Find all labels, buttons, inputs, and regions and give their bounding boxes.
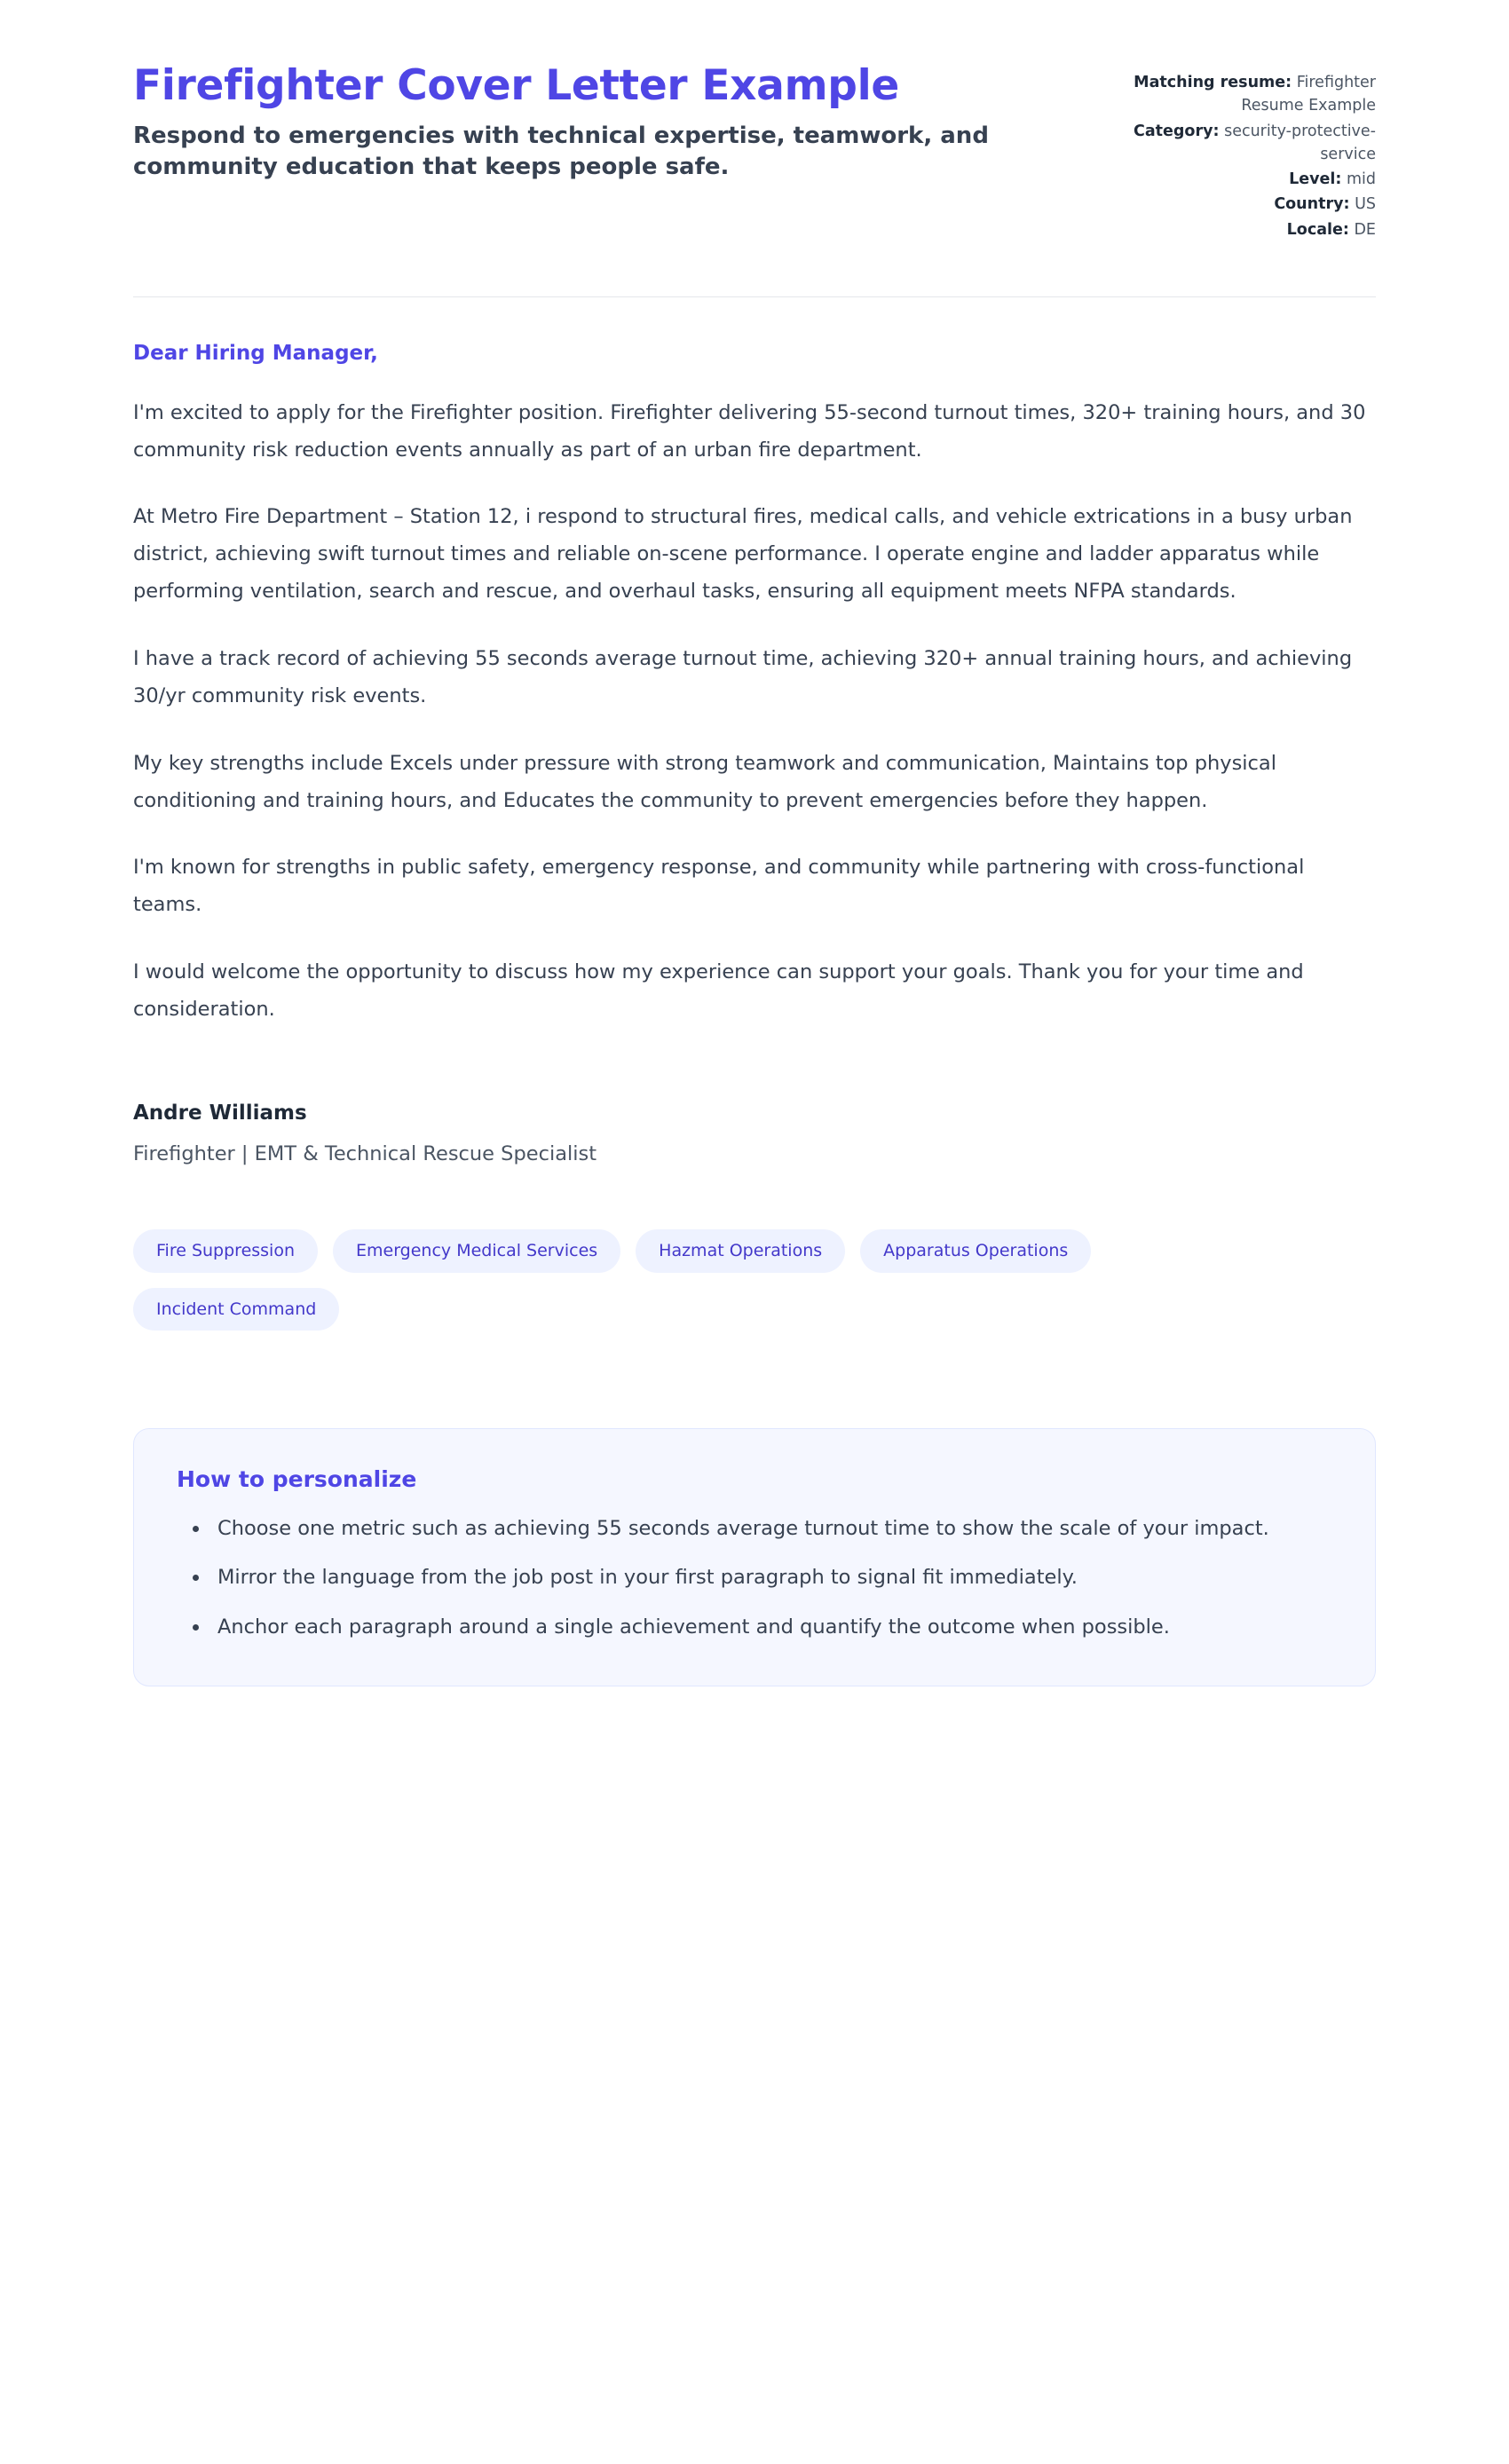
skill-tag[interactable]: Hazmat Operations: [636, 1229, 845, 1273]
skill-tag[interactable]: Incident Command: [133, 1288, 339, 1331]
cover-letter-body: [133, 297, 1376, 1165]
signature-name: Andre Williams: [133, 1101, 307, 1125]
document-header: [133, 62, 1376, 243]
document-meta: [1118, 62, 1376, 243]
meta-category-label: Category:: [1134, 122, 1220, 140]
skill-tag[interactable]: Emergency Medical Services: [333, 1229, 620, 1273]
page-subtitle: Respond to emergencies with technical expertise, teamwork, and community education that keeps people safe.: [133, 122, 989, 181]
meta-locale-label: Locale:: [1286, 220, 1349, 239]
skill-tag[interactable]: Apparatus Operations: [860, 1229, 1091, 1273]
letter-paragraph: At Metro Fire Department – Station 12, i respond to structural fires, medical calls, and vehicle extrications in a busy urban district, achieving swift turnout times and reliable on-scene performance. I operate engine and ladder apparatus while performing ventilation, search and rescue, and overhaul tasks, ensuring all equipment meets NFPA standards.: [133, 505, 1353, 604]
meta-matching-resume-value: Firefighter Resume Example: [1241, 74, 1376, 115]
letter-paragraph: I have a track record of achieving 55 seconds average turnout time, achieving 320+ annual training hours, and achieving 30/yr community risk events.: [133, 646, 1353, 707]
meta-category-value: security-protective-service: [1224, 122, 1376, 163]
meta-category: [1118, 120, 1376, 167]
meta-level-label: Level:: [1289, 170, 1342, 188]
meta-level: [1118, 168, 1376, 191]
letter-paragraph: My key strengths include Excels under pressure with strong teamwork and communication, Maintains top physical conditioning and training hours, and Educates the community to prevent emergencies before they happen.: [133, 751, 1276, 812]
list-item: • Choose one metric such as achieving 55 seconds average turnout time to show the scale of your impact.: [210, 1512, 1332, 1546]
page-title: Firefighter Cover Letter Example: [133, 61, 899, 110]
skill-tag[interactable]: Fire Suppression: [133, 1229, 318, 1273]
meta-locale-value: DE: [1354, 220, 1376, 239]
personalization-title: How to personalize: [177, 1466, 417, 1493]
meta-country-label: Country:: [1274, 195, 1350, 214]
personalization-list: [177, 1512, 1332, 1644]
signature-block: [133, 1102, 1376, 1165]
meta-locale: [1118, 218, 1376, 241]
meta-country: [1118, 193, 1376, 216]
meta-matching-resume-label: Matching resume:: [1134, 74, 1292, 91]
personalization-card: [133, 1428, 1376, 1686]
letter-paragraph: I'm excited to apply for the Firefighter position. Firefighter delivering 55-second turnout times, 320+ training hours, and 30 community risk reduction events annually as part of an urban fire department.: [133, 400, 1366, 462]
meta-level-value: mid: [1346, 170, 1376, 188]
letter-salutation: Dear Hiring Manager,: [133, 341, 378, 365]
signature-role: Firefighter | EMT & Technical Rescue Specialist: [133, 1141, 597, 1165]
list-item: • Mirror the language from the job post in your first paragraph to signal fit immediately.: [210, 1560, 1332, 1595]
header-text-block: [133, 62, 1065, 184]
meta-matching-resume: [1118, 71, 1376, 118]
list-item: • Anchor each paragraph around a single achievement and quantify the outcome when possible.: [210, 1610, 1332, 1645]
skill-tag-list: [133, 1229, 1305, 1331]
letter-paragraph: I'm known for strengths in public safety, emergency response, and community while partnering with cross-functional teams.: [133, 856, 1305, 917]
meta-country-value: US: [1355, 195, 1376, 214]
letter-paragraph: I would welcome the opportunity to discuss how my experience can support your goals. Thank you for your time and consideration.: [133, 960, 1304, 1021]
